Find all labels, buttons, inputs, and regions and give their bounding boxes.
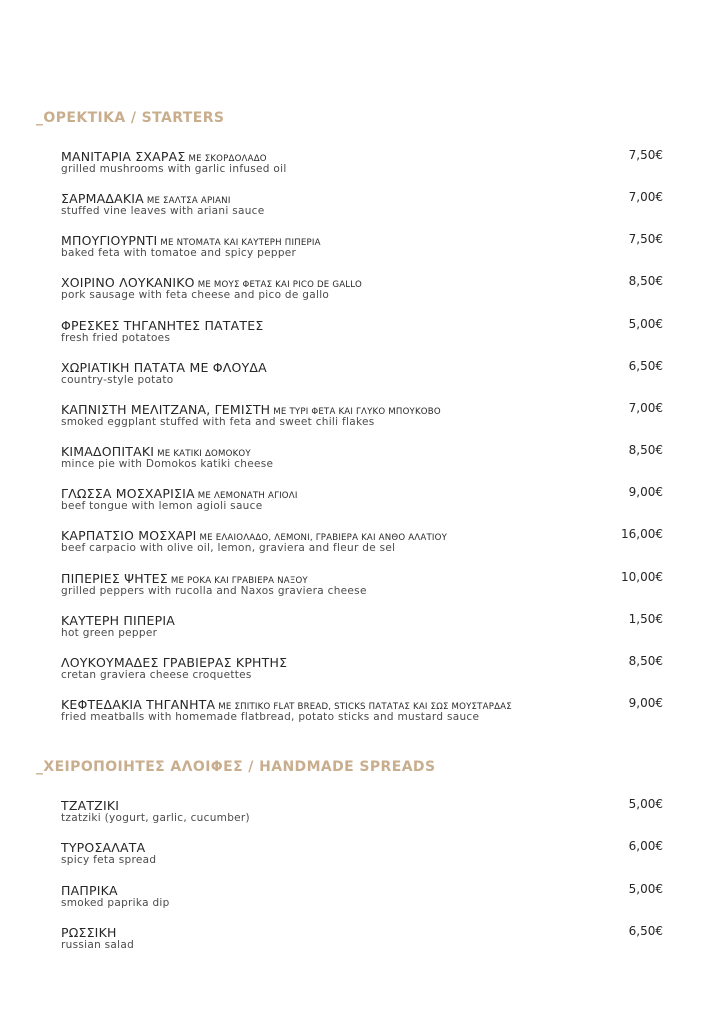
section-title: _ΧΕΙΡΟΠΟΙΗΤΕΣ ΑΛΟΙΦΕΣ / HANDMADE SPREADS xyxy=(36,759,436,775)
menu-item-price: 10,00€ xyxy=(621,570,663,584)
menu-item-accompaniment: ΜΕ ΤΥΡΙ ΦΕΤΑ ΚΑΙ ΓΛΥΚΟ ΜΠΟΥΚΟΒΟ xyxy=(273,407,441,417)
menu-item xyxy=(0,485,724,517)
menu-item-name: ΧΟΙΡΙΝΟ ΛΟΥΚΑΝΙΚΟ xyxy=(61,275,195,290)
menu-item-name: ΣΑΡΜΑΔΑΚΙΑ xyxy=(61,191,144,206)
menu-item-price: 6,00€ xyxy=(628,839,663,853)
menu-item-name: ΠΑΠΡΙΚΑ xyxy=(61,883,118,898)
menu-item-description: stuffed vine leaves with ariani sauce xyxy=(61,205,265,217)
menu-item-accompaniment: ΜΕ ΣΑΛΤΣΑ ΑΡΙΑΝΙ xyxy=(146,196,231,206)
menu-item xyxy=(0,443,724,475)
menu-item-description: cretan graviera cheese croquettes xyxy=(61,669,252,681)
menu-item-name: ΦΡΕΣΚΕΣ ΤΗΓΑΝΗΤΕΣ ΠΑΤΑΤΕΣ xyxy=(61,318,264,333)
menu-item-description: smoked paprika dip xyxy=(61,897,170,909)
menu-item-accompaniment: ΜΕ ΚΑΤΙΚΙ ΔΟΜΟΚΟΥ xyxy=(157,449,251,459)
menu-item-name: ΤΖΑΤΖΙΚΙ xyxy=(61,798,120,813)
menu-item-name: ΚΑΡΠΑΤΣΙΟ ΜΟΣΧΑΡΙ xyxy=(61,528,197,543)
menu-item xyxy=(0,190,724,222)
menu-item-description: mince pie with Domokos katiki cheese xyxy=(61,458,274,470)
menu-item-name: ΚΙΜΑΔΟΠΙΤΑΚΙ xyxy=(61,444,155,459)
menu-item-price: 7,50€ xyxy=(628,232,663,246)
menu-item-price: 7,50€ xyxy=(628,148,663,162)
menu-item xyxy=(0,654,724,686)
menu-item-name: ΚΕΦΤΕΔΑΚΙΑ ΤΗΓΑΝΗΤΑ xyxy=(61,697,216,712)
menu-item-price: 8,50€ xyxy=(628,654,663,668)
menu-item xyxy=(0,570,724,602)
menu-item-name: ΡΩΣΣΙΚΗ xyxy=(61,925,117,940)
menu-item xyxy=(0,401,724,433)
menu-item-accompaniment: ΜΕ ΣΠΙΤΙΚΟ FLAT BREAD, STICKS ΠΑΤΑΤΑΣ ΚΑΙ ΣΩΣ ΜΟΥΣΤΑΡΔΑΣ xyxy=(218,702,512,712)
menu-item-accompaniment: ΜΕ ΕΛΑΙΟΛΑΔΟ, ΛΕΜΟΝΙ, ΓΡΑΒΙΕΡΑ ΚΑΙ ΑΝΘΟ ΑΛΑΤΙΟΥ xyxy=(199,533,448,543)
menu-item-price: 5,00€ xyxy=(628,797,663,811)
menu-item xyxy=(0,527,724,559)
menu-item-price: 5,00€ xyxy=(628,882,663,896)
menu-item-description: fresh fried potatoes xyxy=(61,332,171,344)
menu-item-description: hot green pepper xyxy=(61,627,158,639)
menu-item-description: baked feta with tomatoe and spicy pepper xyxy=(61,247,297,259)
menu-item-description: spicy feta spread xyxy=(61,854,157,866)
menu-item xyxy=(0,317,724,349)
menu-item xyxy=(0,359,724,391)
menu-item-price: 7,00€ xyxy=(628,190,663,204)
menu-item-description: pork sausage with feta cheese and pico de gallo xyxy=(61,289,330,301)
menu-item-description: beef carpacio with olive oil, lemon, graviera and fleur de sel xyxy=(61,542,396,554)
menu-item-price: 9,00€ xyxy=(628,485,663,499)
menu-item-price: 5,00€ xyxy=(628,317,663,331)
menu-item-description: beef tongue with lemon agioli sauce xyxy=(61,500,263,512)
menu-item xyxy=(0,274,724,306)
menu-item-name: ΚΑΠΝΙΣΤΗ ΜΕΛΙΤΖΑΝΑ, ΓΕΜΙΣΤΗ xyxy=(61,402,271,417)
menu-item-accompaniment: ΜΕ ΜΟΥΣ ΦΕΤΑΣ ΚΑΙ PICO DE GALLO xyxy=(197,280,362,290)
menu-item-accompaniment: ΜΕ ΝΤΟΜΑΤΑ ΚΑΙ ΚΑΥΤΕΡΗ ΠΙΠΕΡΙΑ xyxy=(160,238,321,248)
menu-item-name: ΧΩΡΙΑΤΙΚΗ ΠΑΤΑΤΑ ΜΕ ΦΛΟΥΔΑ xyxy=(61,360,267,375)
menu-item-price: 6,50€ xyxy=(628,359,663,373)
menu-item xyxy=(0,882,724,914)
menu-item-name: ΚΑΥΤΕΡΗ ΠΙΠΕΡΙΑ xyxy=(61,613,175,628)
menu-item-accompaniment: ΜΕ ΛΕΜΟΝΑΤΗ ΑΓΙΟΛΙ xyxy=(197,491,298,501)
menu-item-name: ΛΟΥΚΟΥΜΑΔΕΣ ΓΡΑΒΙΕΡΑΣ ΚΡΗΤΗΣ xyxy=(61,655,288,670)
menu-item-price: 6,50€ xyxy=(628,924,663,938)
menu-item xyxy=(0,797,724,829)
menu-item-price: 9,00€ xyxy=(628,696,663,710)
menu-item-name: ΤΥΡΟΣΑΛΑΤΑ xyxy=(61,840,146,855)
menu-item xyxy=(0,696,724,728)
menu-item-price: 8,50€ xyxy=(628,443,663,457)
menu-item-accompaniment: ΜΕ ΣΚΟΡΔΟΛΑΔΟ xyxy=(188,154,267,164)
menu-item-price: 8,50€ xyxy=(628,274,663,288)
menu-item xyxy=(0,232,724,264)
section-title: _ΟΡΕΚΤΙΚΑ / STARTERS xyxy=(36,110,225,126)
menu-item-description: grilled peppers with rucolla and Naxos graviera cheese xyxy=(61,585,367,597)
menu-item xyxy=(0,148,724,180)
menu-item-description: fried meatballs with homemade flatbread, potato sticks and mustard sauce xyxy=(61,711,480,723)
menu-item-name: ΜΠΟΥΓΙΟΥΡΝΤΙ xyxy=(61,233,158,248)
menu-item-description: russian salad xyxy=(61,939,135,951)
menu-item-description: country-style potato xyxy=(61,374,174,386)
menu-item-name: ΠΙΠΕΡΙΕΣ ΨΗΤΕΣ xyxy=(61,571,168,586)
menu-item xyxy=(0,612,724,644)
menu-item-name: ΜΑΝΙΤΑΡΙΑ ΣΧΑΡΑΣ xyxy=(61,149,186,164)
menu-item-price: 7,00€ xyxy=(628,401,663,415)
menu-item-price: 1,50€ xyxy=(628,612,663,626)
menu-item xyxy=(0,924,724,956)
menu-item-price: 16,00€ xyxy=(621,527,663,541)
menu-item-description: tzatziki (yogurt, garlic, cucumber) xyxy=(61,812,250,824)
menu-item-description: smoked eggplant stuffed with feta and sweet chili flakes xyxy=(61,416,375,428)
menu-item-accompaniment: ΜΕ ΡΟΚΑ ΚΑΙ ΓΡΑΒΙΕΡΑ ΝΑΞΟΥ xyxy=(170,576,308,586)
menu-item xyxy=(0,839,724,871)
menu-item-description: grilled mushrooms with garlic infused oil xyxy=(61,163,287,175)
menu-item-name: ΓΛΩΣΣΑ ΜΟΣΧΑΡΙΣΙΑ xyxy=(61,486,195,501)
